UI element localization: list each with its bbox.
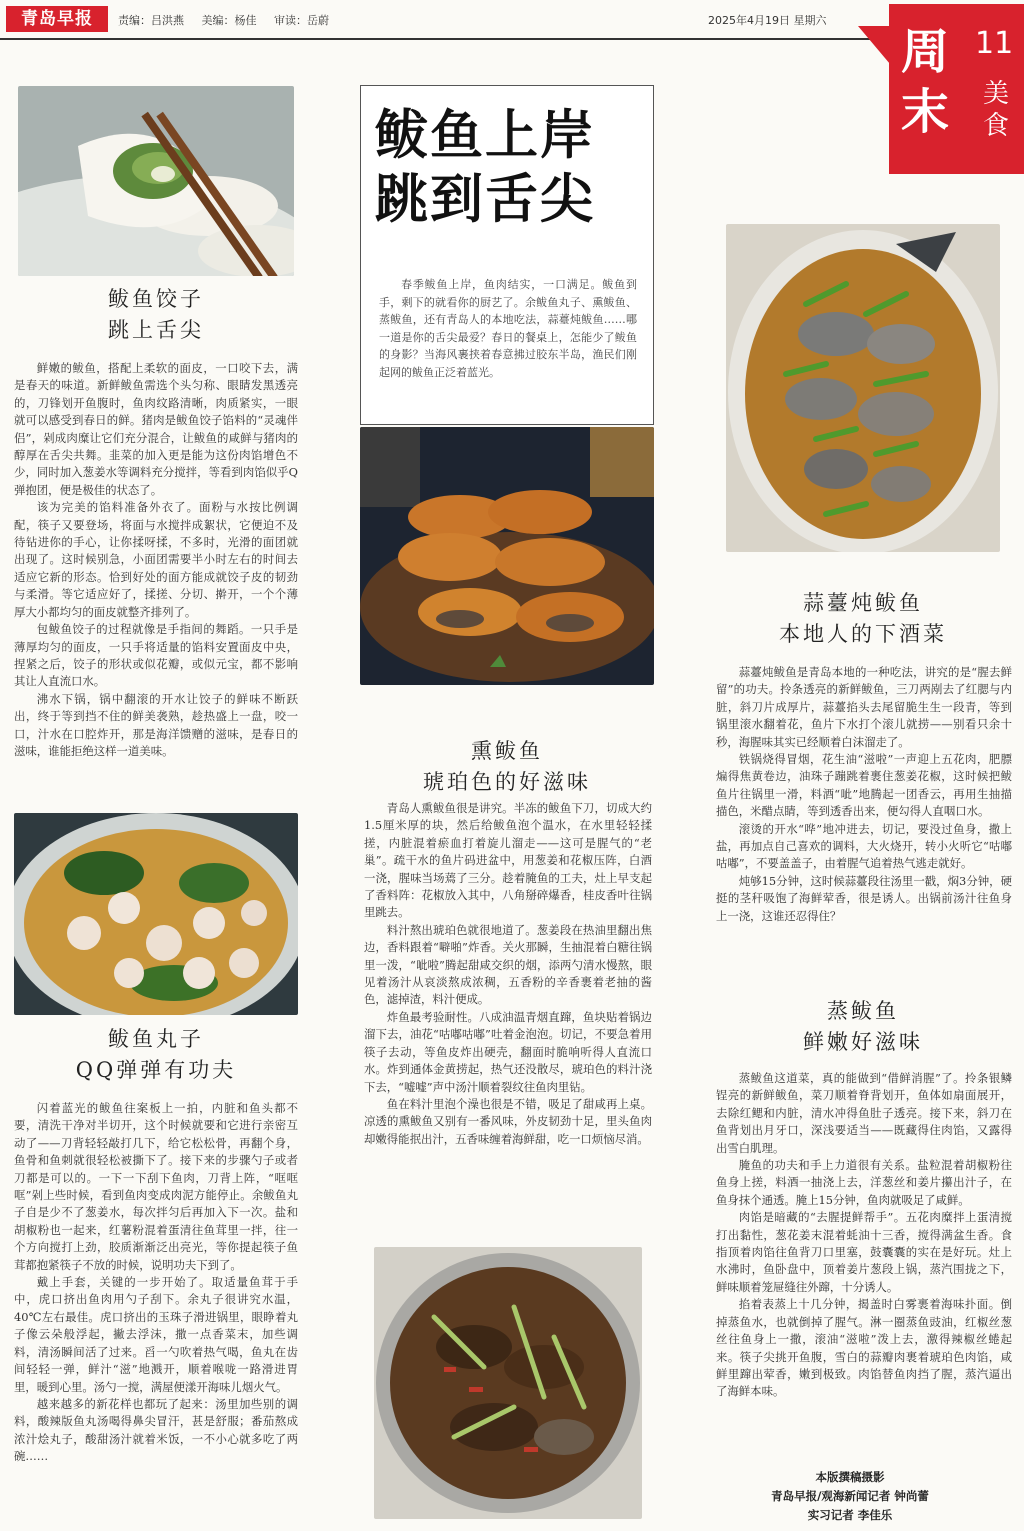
- paragraph: 戴上手套，关键的一步开始了。取适量鱼茸于手中，虎口挤出鱼肉用勺子刮下。余丸子很讲究水温，40℃左右最佳。虎口挤出的玉珠子滑进锅里，眼睁着丸子像云朵般浮起，撇去浮沫，撒一点香菜末，加些调料，清汤瞬间活了过来。舀一勺吹着热气喝，鱼丸在齿间轻轻一弹，鲜汁“滋”地溅开，顺着喉咙一路滑进胃里，暖到心里。汤勺一搅，满屋便漾开海味儿烟火气。: [14, 1275, 298, 1394]
- fishballs-article-body: [14, 1100, 298, 1466]
- steamed-title-line-2: 鲜嫩好滋味: [803, 1030, 923, 1054]
- weekend-section-badge: [889, 4, 1024, 174]
- smoked-mackerel-photo: [360, 427, 654, 685]
- paragraph: 该为完美的馅料准备外衣了。面粉与水按比例调配，筷子又要登场，将面与水搅拌成絮状，它便迫不及待钻进你的手心，让你揉呀揉，不多时，光滑的面团就出现了。这时候别急，小面团需要半小时左右的时间去适应它新的形态。恰到好处的面方能成就饺子皮的韧劲与柔滑。等它适应好了，揉搓、分切、擀开，一个个薄厚大小都均匀的面皮就整齐排列了。: [14, 500, 298, 619]
- page-number: 11: [975, 26, 1014, 61]
- fishballs-title: [14, 1024, 298, 1086]
- headline-box: [360, 85, 654, 425]
- stew-title: [716, 588, 1010, 650]
- credits-line-2: 青岛早报/观海新闻记者 钟尚蕾: [771, 1489, 929, 1503]
- paragraph: 炸鱼最考验耐性。八成油温青烟直蹿，鱼块贴着锅边溜下去，油花“咕嘟咕嘟”吐着金泡泡。切记，不要急着用筷子去动，等鱼皮炸出硬壳，翻面时脆响听得人直流口水。炸到通体金黄捞起，热气还没散尽，琥珀色的料汁浇下去，“嘘嘘”声中汤汁顺着裂纹往鱼肉里钻。: [364, 1009, 652, 1094]
- paragraph: 闪着蓝光的鲅鱼往案板上一拍，内脏和鱼头都不要，清洗干净对半切开，这个时候就要和它进行亲密互动了——刀背轻轻敲打几下，给它松松骨，再翻个身，鱼骨和鱼刺就很轻松被撕下了。接下来的步骤勺子或者刀都是可以的。一下一下刮下鱼肉，刀背上阵，“哐哐哐”剁上些时候，看到鱼肉变成肉泥方能停止。余鲅鱼丸子自是少不了葱姜水，每次拌匀后再加入下一次。盐和胡椒粉也一起来，红薯粉混着蛋清往鱼茸里一拌，往一个方向搅打上劲，胶质渐渐泛出亮光，等你提起筷子鱼茸都抱紧筷子不放的时候，说明功夫下到了。: [14, 1101, 298, 1272]
- page-credits: [730, 1468, 970, 1525]
- paragraph: 铁锅烧得冒烟，花生油“滋啦”一声迎上五花肉，肥膘煸得焦黄卷边，油珠子蹦跳着裹住葱姜花椒，这时候把鲅鱼片往锅里一滑，料酒“呲”地腾起一团香云，再用生抽描描色，米醋点睛，等到透香出来，便勾得人直咽口水。: [716, 752, 1012, 819]
- newspaper-logo: 青岛早报: [6, 6, 108, 32]
- designer-credit: 美编：杨佳: [201, 14, 257, 27]
- intro-text: 春季鲅鱼上岸，鱼肉结实，一口满足。鲅鱼到手，剩下的就看你的厨艺了。余鲅鱼丸子、熏鲅鱼、蒸鲅鱼，还有青岛人的本地吃法，蒜薹炖鲅鱼……哪一道是你的舌尖最爱？春日的餐桌上，怎能少了鲅鱼的身影？当海风裹挟着春意拂过胶东半岛，渔民们刚起网的鲅鱼正泛着蓝光。: [379, 278, 637, 379]
- issue-date: 2025年4月19日 星期六: [708, 14, 827, 27]
- dumplings-photo: [18, 86, 294, 276]
- paragraph: 越来越多的新花样也都玩了起来：汤里加些别的调料，酸辣版鱼丸汤喝得鼻尖冒汗，甚是舒服；番茄熬成浓汁烩丸子，酸甜汤汁就着米饭，一不小心就多吃了两碗……: [14, 1396, 298, 1464]
- stew-article-body: [716, 664, 1012, 925]
- fishballs-title-line-2: QQ弹弹有功夫: [75, 1058, 237, 1082]
- fishballs-title-line-1: 鲅鱼丸子: [108, 1027, 204, 1051]
- headline-intro: [379, 276, 637, 381]
- paragraph: 蒸鲅鱼这道菜，真的能做到“借鲜消腥”了。拎条银鳞锃亮的新鲜鲅鱼，菜刀顺着脊背划开，鱼体如扇面展开，去除红鳃和内脏，清水冲得鱼肚子透亮。接下来，斜刀在鱼背划出月牙口，深浅要适当——既藏得住肉馅，又露得出雪白肌理。: [716, 1071, 1012, 1155]
- paragraph: 鱼在料汁里泡个澡也很是不错，吸足了甜咸再上桌。凉透的熏鲅鱼又别有一番风味，外皮韧劲十足，里头鱼肉却嫩得能抿出汁，五香味缠着海鲜甜，吃一口烦恼尽消。: [364, 1096, 652, 1146]
- paragraph: 包鲅鱼饺子的过程就像是手指间的舞蹈。一只手是薄厚均匀的面皮，一只手将适量的馅料安置面皮中央，捏紧之后，饺子的形状或似花瓣，或似元宝，都不影响其让人直流口水。: [14, 622, 298, 689]
- dumplings-title: [18, 284, 294, 346]
- smoked-title-line-2: 琥珀色的好滋味: [423, 770, 591, 794]
- paragraph: 掐着表蒸上十几分钟，揭盖时白雾裹着海味扑面。倒掉蒸鱼水，也就倒掉了腥气。淋一圈蒸鱼豉油，红椒丝葱丝往鱼身上一撒，滚油“滋啦”泼上去，激得辣椒丝蜷起来。筷子尖挑开鱼腹，雪白的蒜瓣肉裹着琥珀色肉馅，咸鲜里蹿出荤香，嫩到极致。肉馅替鱼肉挡了腥，蒸汽逼出了海鲜本味。: [716, 1297, 1012, 1399]
- staff-credits: [118, 12, 343, 28]
- column-name: 美食: [983, 79, 1010, 141]
- steamed-article-body: [716, 1070, 1012, 1401]
- masthead-divider: [0, 38, 880, 40]
- credits-line-1: 本版撰稿摄影: [815, 1470, 885, 1484]
- proofreader-credit: 审读：岳蔚: [274, 14, 329, 27]
- stew-title-line-1: 蒜薹炖鲅鱼: [803, 591, 923, 615]
- dumplings-title-line-1: 鲅鱼饺子: [108, 287, 204, 311]
- fishball-soup-photo: [14, 813, 298, 1015]
- paragraph: 料汁熬出琥珀色就很地道了。葱姜段在热油里翻出焦边，香料跟着“噼啪”炸香。关火那瞬，生抽混着白糖往锅里一泼，“呲啦”腾起甜咸交织的烟，添两勺清水慢熬，眼见着汤汁从哀淡熬成浓稠，五香粉的辛香裹着老抽的酱色，滤掉渣，料汁便成。: [364, 922, 652, 1007]
- weekend-char-2: 末: [901, 84, 950, 140]
- steamed-title-line-1: 蒸鲅鱼: [827, 999, 899, 1023]
- paragraph: 鲜嫩的鲅鱼，搭配上柔软的面皮，一口咬下去，满是春天的味道。新鲜鲅鱼需选个头匀称、眼睛发黑透亮的，刀锋划开鱼腹时，鱼肉纹路清晰，肉质紧实，一眼就可以感受到春日的鲜。猪肉是鲅鱼饺子馅料的“灵魂伴侣”，剁成肉糜让它们充分混合，让鲅鱼的咸鲜与猪肉的醇厚在舌尖共舞。韭菜的加入更是能为这份肉馅增色不少，同时加入葱姜水等调料充分搅拌，等看到肉馅似乎Q弹抱团，便是极佳的状态了。: [14, 361, 298, 497]
- headline-line-1: 鲅鱼上岸: [375, 105, 595, 166]
- paragraph: 肉馅是暗藏的“去腥提鲜帮手”。五花肉糜拌上蛋清搅打出黏性，葱花姜末混着蚝油十三香，搅得满盆生香。食指顶着肉馅往鱼背刀口里塞，鼓囊囊的实在是好玩。灶上水沸时，鱼卧盘中，顶着姜片葱段上锅，蒸汽围拢之下，鲜味顺着笼屉缝往外蹿，十分诱人。: [716, 1210, 1012, 1294]
- paragraph: 青岛人熏鲅鱼很是讲究。半冻的鲅鱼下刀，切成大约1.5厘米厚的块，然后给鲅鱼泡个温水，在水里轻轻揉搓，内脏混着瘀血打着旋儿溜走——这可是腥气的“老巢”。疏干水的鱼片码进盆中，用葱姜和花椒压阵，白酒一浇，腥味当场蔫了三分。趁着腌鱼的工夫，灶上早支起了香料阵：花椒放入其中，八角掰碎爆香，桂皮香叶往锅里跳去。: [364, 801, 652, 920]
- steamed-title: [716, 996, 1010, 1058]
- garlic-stem-stew-photo: [726, 224, 1000, 552]
- headline-line-2: 跳到舌尖: [375, 169, 595, 230]
- smoked-title: [360, 736, 654, 798]
- paragraph: 蒜薹炖鲅鱼是青岛本地的一种吃法，讲究的是“腥去鲜留”的功夫。拎条透亮的新鲜鲅鱼，三刀两剐去了红腮与内脏，斜刀片成厚片，蒜薹掐头去尾留脆生生一段青，等到锅里滚水翻着花，鱼片下水打个滚儿就捞——别看只余十秒，海腥味其实已经顺着白沫溜走了。: [716, 665, 1012, 749]
- dumplings-title-line-2: 跳上舌尖: [108, 318, 204, 342]
- steamed-mackerel-photo: [374, 1247, 642, 1519]
- paragraph: 沸水下锅，锅中翻滚的开水让饺子的鲜味不断跃出，终于等到挡不住的鲜美袭熟，趁热盛上一盘，咬一口，汁水在口腔炸开，那是海洋馈赠的滋味，是春日的滋味，谁能拒绝这样一道美味。: [14, 691, 298, 758]
- editor-credit: 责编：吕洪燕: [118, 14, 184, 27]
- smoked-title-line-1: 熏鲅鱼: [471, 739, 543, 763]
- stew-title-line-2: 本地人的下酒菜: [779, 622, 947, 646]
- credits-line-3: 实习记者 李佳乐: [807, 1508, 893, 1522]
- paragraph: 炖够15分钟，这时候蒜薹段往汤里一戳，焖3分钟，硬挺的茎秆吸饱了海鲜荤香，很是诱人。出锅前汤汁往鱼身上一浇，这谁还忍得住？: [716, 873, 1012, 923]
- main-headline: [375, 104, 641, 232]
- dumplings-article-body: [14, 360, 298, 760]
- weekend-char-1: 周: [901, 24, 950, 80]
- paragraph: 滚烫的开水“哗”地冲进去，切记，要没过鱼身，撒上盐，再加点自己喜欢的调料，大火烧开，转小火听它“咕嘟咕嘟”，不要盖盖子，由着腥气追着热气逃走就好。: [716, 821, 1012, 871]
- weekend-tab-fold: [858, 26, 890, 64]
- paragraph: 腌鱼的功夫和手上力道很有关系。盐粒混着胡椒粉往鱼身上搓，料酒一抽浇上去，洋葱丝和姜片攥出汁子，在鱼身抹个通透。腌上15分钟，鱼肉就吸足了咸鲜。: [716, 1158, 1012, 1207]
- smoked-article-body: [364, 800, 652, 1148]
